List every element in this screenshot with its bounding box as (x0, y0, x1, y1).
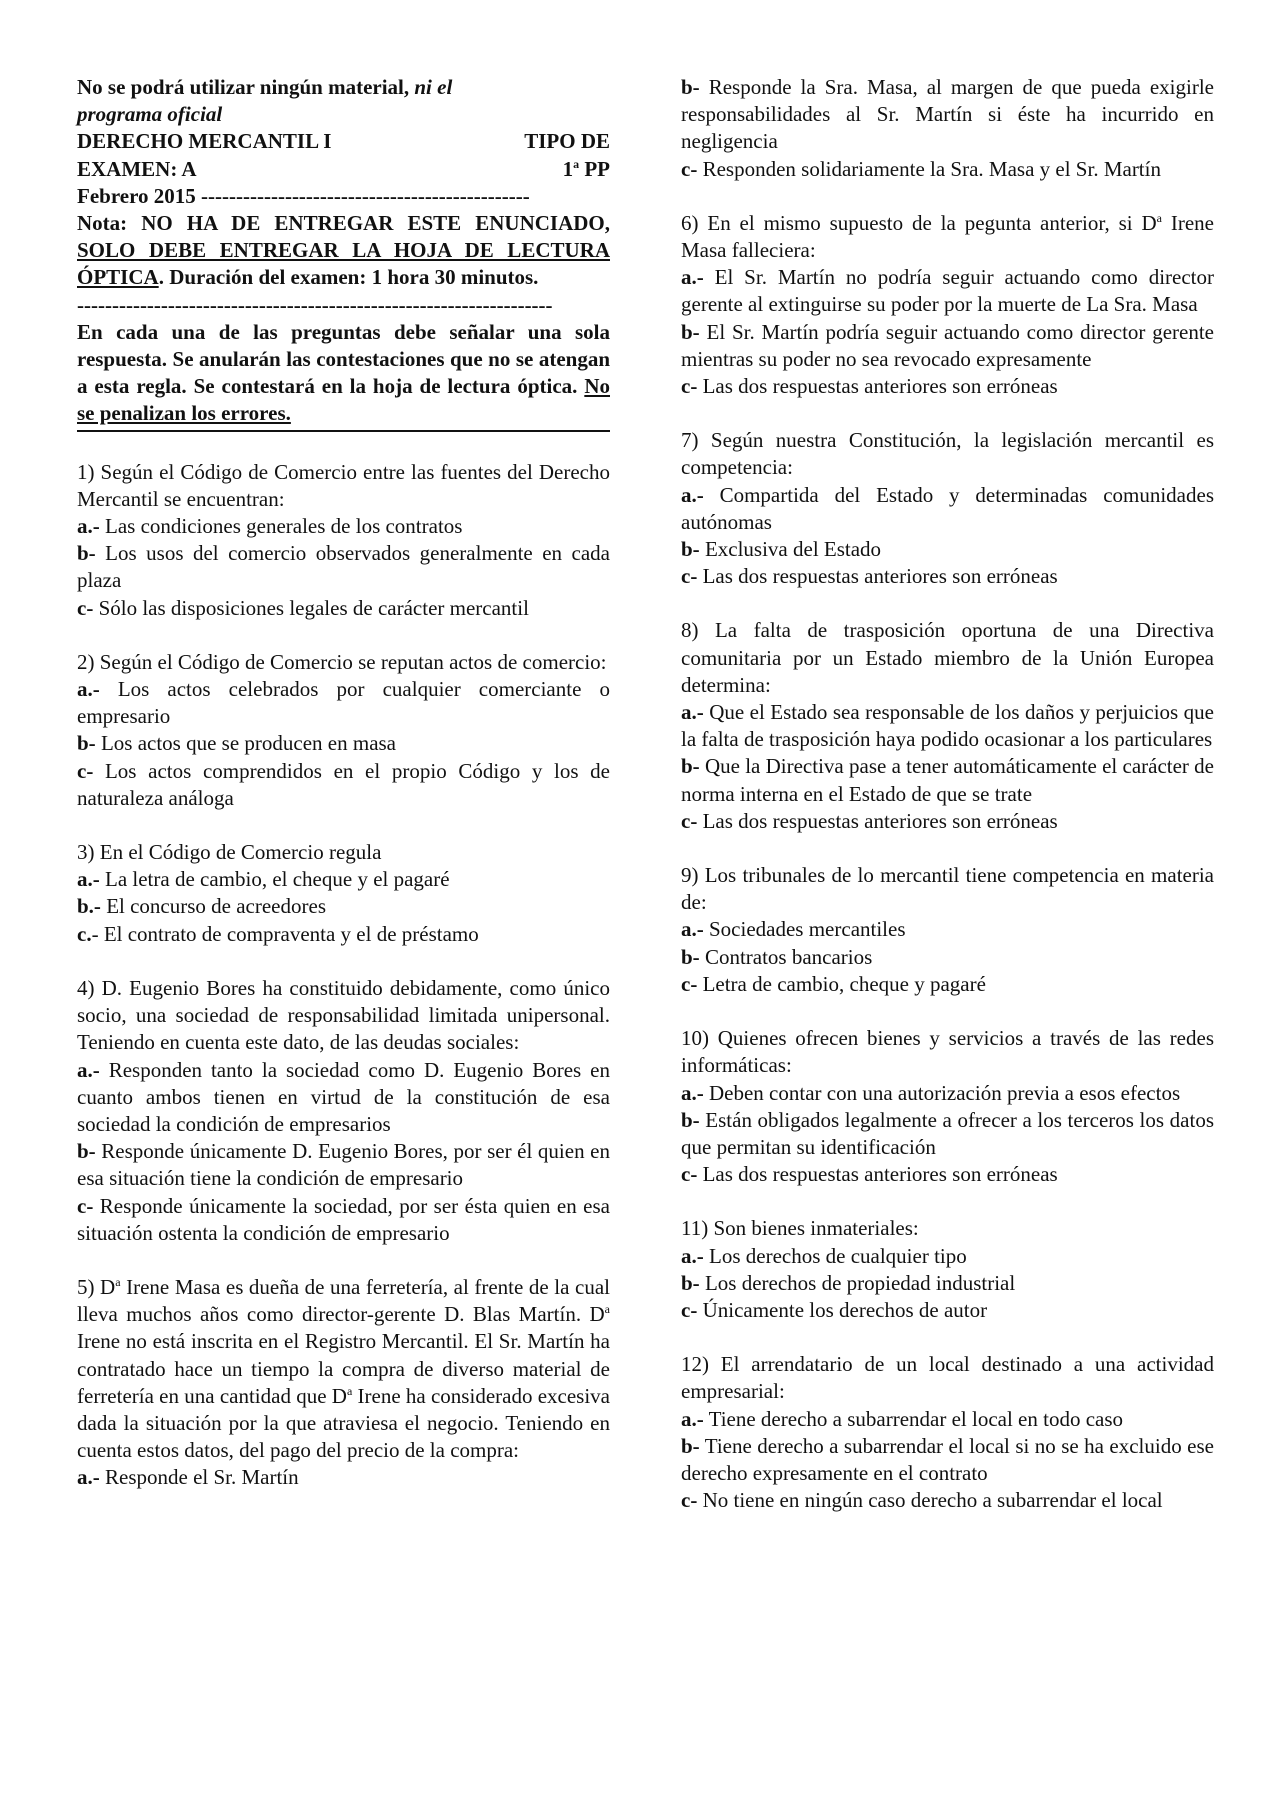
option-a: a.- Los actos celebrados por cualquier comerciante o empresario (77, 677, 610, 729)
question-stem: 11) Son bienes inmateriales: (681, 1216, 919, 1241)
date-line: Febrero 2015 ----------------------------------------------- (77, 183, 530, 208)
option-b: b- Contratos bancarios (681, 944, 873, 969)
option-c: c- Las dos respuestas anteriores son erróneas (681, 374, 1058, 399)
option-c: c- Las dos respuestas anteriores son erróneas (681, 808, 1058, 833)
header-line-2: programa oficial (77, 102, 223, 127)
option-c: c- Letra de cambio, cheque y pagaré (681, 971, 986, 996)
option-a: a.- Tiene derecho a subarrendar el local en todo caso (681, 1406, 1124, 1431)
subject-row (77, 128, 610, 155)
exam-model: EXAMEN: A (77, 156, 197, 181)
option-a: a.- Los derechos de cualquier tipo (681, 1243, 967, 1268)
exam-type-label: TIPO DE (524, 129, 610, 154)
option-c: c- Las dos respuestas anteriores son erróneas (681, 1162, 1058, 1187)
subject-name: DERECHO MERCANTIL I (77, 129, 332, 154)
option-c: c- Las dos respuestas anteriores son erróneas (681, 564, 1058, 589)
option-b: b- Están obligados legalmente a ofrecer a los terceros los datos que permitan su identificación (681, 1107, 1214, 1159)
option-b: b- Los derechos de propiedad industrial (681, 1270, 1016, 1295)
option-b: b- Exclusiva del Estado (681, 537, 882, 562)
option-a: a.- Que el Estado sea responsable de los daños y perjuicios que la falta de trasposición haya podido ocasionar a los particulares (681, 700, 1214, 752)
option-a: a.- El Sr. Martín no podría seguir actuando como director gerente al extinguirse su poder por la muerte de La Sra. Masa (681, 265, 1214, 317)
question-stem: 7) Según nuestra Constitución, la legislación mercantil es competencia: (681, 428, 1214, 480)
right-column (681, 74, 1214, 1514)
question-stem: 8) La falta de trasposición oportuna de una Directiva comunitaria por un Estado miembro de la Unión Europea determina: (681, 618, 1214, 697)
question-stem: 5) $D^a$ Irene Masa es dueña de una ferretería, al frente de la cual lleva muchos años como director-gerente D. Blas Martín. $D^a$ Irene no está inscrita en el Registro Mercantil. El Sr. Martín ha contratado hace un tiempo la compra de diverso material de ferretería en una cantidad que $D^a$ Irene ha considerado excesiva dada la situación por la que atraviesa el negocio. Teniendo en cuenta estos datos, del pago del precio de la compra: (77, 1274, 610, 1463)
question-6 (681, 210, 1214, 400)
option-a: a.- Responden tanto la sociedad como D. Eugenio Bores en cuanto ambos tienen en virtud de la constitución de esa sociedad la condición de empresarios (77, 1057, 610, 1136)
option-b: b- Que la Directiva pase a tener automáticamente el carácter de norma interna en el Estado de que se trate (681, 754, 1214, 806)
option-c: c- Sólo las disposiciones legales de carácter mercantil (77, 595, 529, 620)
question-4 (77, 975, 610, 1247)
question-12 (681, 1351, 1214, 1514)
exam-header (77, 74, 610, 432)
question-stem: 12) El arrendatario de un local destinado a una actividad empresarial: (681, 1352, 1214, 1404)
option-c: c- Responden solidariamente la Sra. Masa y el Sr. Martín (681, 156, 1161, 181)
question-stem: 4) D. Eugenio Bores ha constituido debidamente, como único socio, una sociedad de responsabilidad limitada unipersonal. Teniendo en cuenta este dato, de las deudas sociales: (77, 975, 610, 1055)
question-5 (77, 1274, 610, 1492)
question-3 (77, 839, 610, 948)
question-stem: 9) Los tribunales de lo mercantil tiene competencia en materia de: (681, 863, 1214, 915)
question-8 (681, 617, 1214, 835)
option-b: b- Tiene derecho a subarrendar el local si no se ha excluido ese derecho expresamente en el contrato (681, 1433, 1214, 1485)
question-9 (681, 862, 1214, 998)
question-stem: 2) Según el Código de Comercio se reputan actos de comercio: (77, 649, 607, 674)
question-7 (681, 427, 1214, 590)
option-a: a.- Responde el Sr. Martín (77, 1465, 299, 1490)
note: Nota: NO HA DE ENTREGAR ESTE ENUNCIADO, SOLO DEBE ENTREGAR LA HOJA DE LECTURA ÓPTICA. Duración del examen: 1 hora 30 minutos. (77, 211, 610, 290)
option-c: c.- El contrato de compraventa y el de préstamo (77, 921, 479, 946)
question-stem: 1) Según el Código de Comercio entre las fuentes del Derecho Mercantil se encuentran: (77, 459, 610, 511)
option-c: c- Los actos comprendidos en el propio Código y los de naturaleza análoga (77, 758, 610, 810)
question-stem: 10) Quienes ofrecen bienes y servicios a través de las redes informáticas: (681, 1026, 1214, 1078)
instructions: En cada una de las preguntas debe señalar una sola respuesta. Se anularán las contestaciones que no se atengan a esta regla. Se contestará en la hoja de lectura óptica. No se penalizan los errores. (77, 319, 610, 432)
question-2 (77, 649, 610, 812)
option-b: b.- El concurso de acreedores (77, 894, 326, 919)
option-b: b- Los usos del comercio observados generalmente en cada plaza (77, 541, 610, 593)
option-a: a.- Las condiciones generales de los contratos (77, 514, 463, 539)
header-line-1: No se podrá utilizar ningún material, ni el (77, 75, 453, 99)
question-11 (681, 1215, 1214, 1324)
option-b: b- El Sr. Martín podría seguir actuando como director gerente mientras su poder no sea revocado expresamente (681, 319, 1214, 371)
question-1 (77, 459, 610, 622)
option-c: c- No tiene en ningún caso derecho a subarrendar el local (681, 1488, 1163, 1513)
option-a: a.- Sociedades mercantiles (681, 917, 906, 942)
question-10 (681, 1025, 1214, 1188)
question-stem: 6) En el mismo supuesto de la pegunta anterior, si $D^a$ Irene Masa falleciera: (681, 210, 1214, 263)
separator: -------------------------------------------------------------------- (77, 292, 553, 317)
option-c: c- Responde únicamente la sociedad, por ser ésta quien en esa situación ostenta la condición de empresario (77, 1193, 610, 1245)
question-stem: 3) En el Código de Comercio regula (77, 840, 382, 865)
option-a: a.- La letra de cambio, el cheque y el pagaré (77, 867, 450, 892)
exam-part: 1$^a$ PP (562, 156, 610, 181)
option-b: b- Responde únicamente D. Eugenio Bores, por ser él quien en esa situación tiene la condición de empresario (77, 1139, 610, 1191)
question-5-continued (681, 74, 1214, 183)
option-c: c- Únicamente los derechos de autor (681, 1297, 988, 1322)
option-b: b- Los actos que se producen en masa (77, 731, 397, 756)
left-column (77, 74, 610, 1492)
option-b: b- Responde la Sra. Masa, al margen de que pueda exigirle responsabilidades al Sr. Martín si éste ha incurrido en negligencia (681, 75, 1214, 154)
option-a: a.- Deben contar con una autorización previa a esos efectos (681, 1080, 1181, 1105)
option-a: a.- Compartida del Estado y determinadas comunidades autónomas (681, 482, 1214, 534)
exam-row (77, 156, 610, 183)
